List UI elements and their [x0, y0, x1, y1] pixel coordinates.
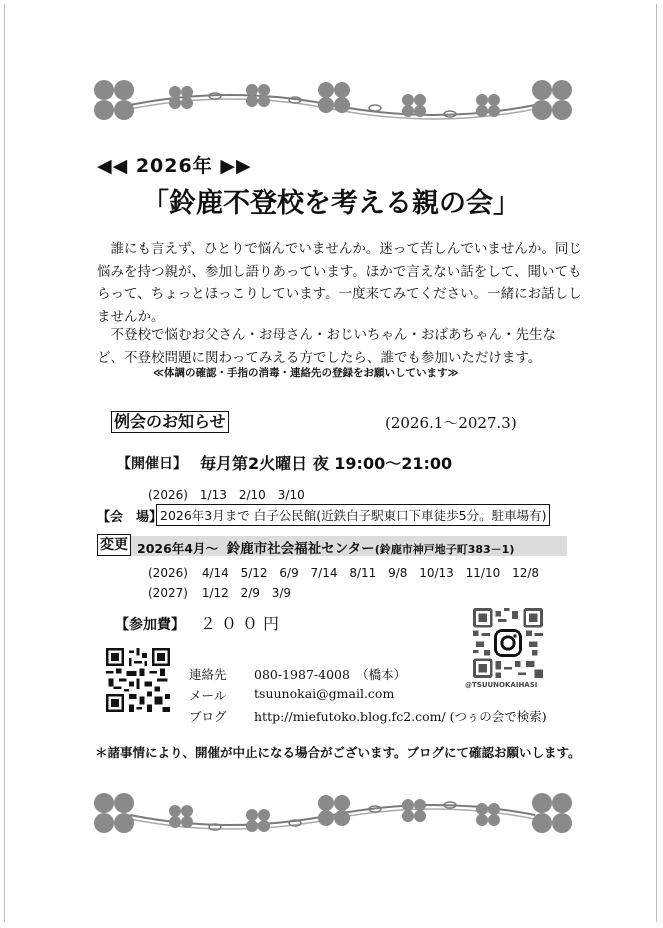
mail-value[interactable]: tsuunokai@gmail.com	[254, 686, 395, 701]
mail-label: メール	[189, 688, 227, 703]
schedule-date: 12/8	[512, 566, 540, 580]
hygiene-note: ≪体調の確認・手指の消毒・連絡先の登録をお願いしています≫	[153, 367, 459, 379]
instagram-qr-code-icon[interactable]	[473, 608, 543, 678]
intro-paragraph-1: 誰にも言えず、ひとりで悩んでいませんか。迷って苦しんでいませんか。同じ悩みを持つ親が、参加し語りあっています。ほかで言えない話をして、聞いてもらって、ちょっとほっこりしています。一度来てみてください。一緒にお話ししませんか。	[97, 241, 582, 325]
clover-vine-icon	[94, 80, 572, 120]
change-text	[137, 537, 514, 557]
clover-vine-decoration-bottom	[90, 785, 575, 845]
schedule-date: 7/14	[310, 566, 338, 580]
venue-old: 2026年3月まで 白子公民館(近鉄白子駅東口下車徒歩5分。駐車場有)	[156, 504, 550, 526]
blog-label: ブログ	[189, 709, 227, 724]
fee-label: 【参加費】	[115, 617, 185, 633]
schedule-row-2026	[148, 566, 547, 580]
change-address: (鈴鹿市神戸地子町383－1)	[374, 543, 515, 556]
notice-period: (2026.1～2027.3)	[385, 414, 517, 432]
schedule-date: 10/13	[419, 566, 454, 580]
notice-heading: 例会のお知らせ	[111, 411, 229, 433]
change-venue: 鈴鹿市社会福祉センター	[226, 541, 375, 557]
instagram-icon	[495, 630, 520, 655]
schedule-date: 6/9	[279, 566, 299, 580]
schedule-row-2027	[148, 586, 299, 600]
cancellation-note: ＊諸事情により、開催が中止になる場合がございます。ブログにて確認お願いします。	[95, 745, 581, 760]
change-label: 変更	[97, 534, 131, 556]
dates-label: 【開催日】	[117, 456, 187, 472]
blog-link[interactable]: http://miefutoko.blog.fc2.com/ (つぅの会で検索)	[254, 709, 547, 724]
dates-text: 毎月第2火曜日 夜 19:00～21:00	[200, 454, 453, 473]
qr-code-icon[interactable]	[106, 648, 170, 712]
schedule-date: 9/8	[388, 566, 408, 580]
intro-paragraph-2: 不登校で悩むお父さん・お母さん・おじいちゃん・おばあちゃん・先生など、不登校問題に関わってみえる方でしたら、誰でも参加いただけます。	[97, 327, 556, 366]
instagram-handle: @TSUUNOKAIHASI	[465, 681, 538, 689]
venue-label: 【会 場】	[97, 510, 163, 525]
phone-value: 080-1987-4008 （橋本）	[254, 667, 407, 682]
schedule-date: 5/12	[240, 566, 268, 580]
schedule-date: 4/14	[201, 566, 229, 580]
schedule-date: 8/11	[349, 566, 377, 580]
year-heading: ◀◀ 2026年 ▶▶	[97, 155, 252, 177]
fee-text: ２００円	[200, 614, 285, 633]
schedule-year: (2027)	[148, 586, 188, 600]
page-title: 「鈴鹿不登校を考える親の会」	[142, 188, 520, 219]
schedule-date: 2/9	[240, 586, 260, 600]
clover-vine-decoration-top	[90, 70, 575, 130]
change-from: 2026年4月～	[137, 541, 218, 556]
schedule-date: 1/12	[201, 586, 229, 600]
clover-vine-icon	[94, 793, 572, 833]
phone-label: 連絡先	[189, 667, 227, 682]
schedule-date: 3/9	[271, 586, 292, 600]
dates-2026: (2026) 1/13 2/10 3/10	[148, 488, 305, 502]
schedule-date: 11/10	[465, 566, 501, 580]
schedule-year: (2026)	[148, 566, 188, 580]
